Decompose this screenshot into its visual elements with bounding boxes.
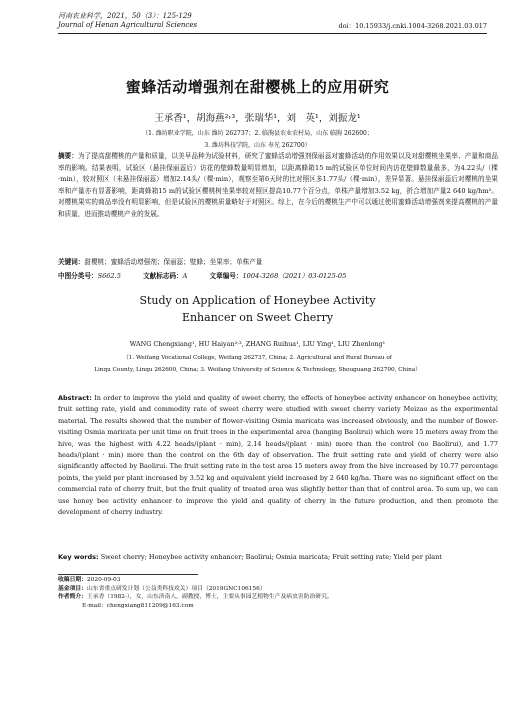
- header-rule: [58, 33, 487, 34]
- affiliations-english: [0, 352, 515, 376]
- journal-citation: 河南农业科学，2021，50（3）：125-129: [58, 12, 192, 20]
- title-english-line2: Enhancer on Sweet Cherry: [181, 311, 334, 324]
- keywords-label: Key words:: [58, 553, 99, 561]
- article-metadata: [58, 270, 366, 280]
- document-code: 文献标志码：A: [143, 272, 188, 280]
- title-chinese: 蜜蜂活动增强剂在甜樱桃上的应用研究: [125, 78, 390, 96]
- funding: 基金项目：山东省重点研发计划（公益类科技攻关）项目（2019GNC106156）: [58, 585, 266, 592]
- abstract-english: [58, 393, 498, 518]
- authors-english: WANG Chengxiang¹, HU Haiyan²˒³, ZHANG Ruihua¹, LIU Ying¹, LIU Zhenlong¹: [129, 340, 386, 348]
- journal-name-en: Journal of Henan Agricultural Sciences: [58, 21, 198, 29]
- author-email: E-mail：chengxiang811209@163.com: [82, 602, 194, 609]
- affiliation-line: 3. 潍坊科技学院，山东 寿光 262700）: [204, 142, 311, 149]
- author-bio: 作者简介：王承香（1982-），女，山东济南人，副教授，博士，主要从事园艺植物生产及病虫害防治研究。: [58, 594, 333, 600]
- received-date: 收稿日期：2020-09-03: [58, 577, 121, 583]
- authors-chinese: 王承香¹，胡海燕²˒³，张瑞华¹，刘 英¹，刘振龙¹: [154, 113, 361, 124]
- abstract-label: 摘要：: [58, 152, 79, 160]
- article-number: 文章编号：1004-3268（2021）03-0125-05: [209, 272, 347, 280]
- affiliation-line: （1. Weifang Vocational College, Weifang 262737, China; 2. Agricultural and Rural Bureau of: [123, 355, 392, 361]
- affiliations-chinese: [0, 128, 515, 152]
- affiliation-line: （1. 潍坊职业学院，山东 潍坊 262737；2. 临朐县农业农村局，山东 临朐 262600；: [142, 130, 373, 137]
- footnote-rule: [58, 574, 198, 575]
- abstract-label: Abstract:: [58, 394, 92, 402]
- journal-header: [58, 12, 197, 30]
- clc-number: 中图分类号：S662.5: [58, 272, 121, 280]
- title-english: [0, 292, 515, 326]
- keywords-text: 甜樱桃；蜜蜂活动增强剂；保丽蕊；壁蜂；坐果率；单株产量: [84, 258, 263, 266]
- abstract-chinese: [58, 151, 498, 221]
- keywords-english: [58, 552, 498, 563]
- doi: doi：10.15933/j.cnki.1004-3268.2021.03.017: [338, 22, 487, 30]
- keywords-chinese: [58, 256, 498, 266]
- keywords-label: 关键词：: [58, 258, 85, 266]
- affiliation-line: Linqu County, Linqu 262600, China; 3. Weifang University of Science & Technology, Shouguang 262700, China）: [94, 367, 421, 373]
- abstract-text: 为了提高甜樱桃的产量和质量，以美早品种为试验材料，研究了蜜蜂活动增强剂保丽蕊对蜜蜂活动的作用效果以及对甜樱桃坐果率、产量和商品率的影响。结果表明，试验区（悬挂保丽蕊后）访花的壁蜂数量明显增加，以距离蜂箱15 m的试验区单位时间内访花壁蜂数量最多，为4.22头/（棵·min），较对照区（未悬挂保丽蕊）增加2.14头/（棵·min），观察至第6天时的比对照区多1.77头/（棵·min），差异显著。悬挂保丽蕊后对樱桃的坐果率和产量亦有显著影响，距离蜂箱15 m的试验区樱桃树坐果率较对照区提高10.77个百分点，单株产量增加3.52 kg，折合增加产量2 640 kg/hm²。对樱桃果实的商品率没有明显影响，但是试验区的樱桃质量略好于对照区。综上，在今后的樱桃生产中可以通过使用蜜蜂活动增强剂来提高樱桃的产量和质量，进而推动樱桃产业的发展。: [58, 152, 499, 218]
- title-english-line1: Study on Application of Honeybee Activity: [139, 294, 376, 307]
- footnotes: [58, 576, 333, 610]
- keywords-text: Sweet cherry; Honeybee activity enhancer; Baolirui; Osmia maricata; Fruit setting rate; Yield per plant: [100, 553, 442, 561]
- abstract-text: In order to improve the yield and quality of sweet cherry, the effects of honeybee activity enhancer on honeybee activity, fruit setting rate, yield and commodity rate of sweet cherry were studied with sweet cherry variety Meizao as the experimental material. The results showed that the number of flower-visiting Osmia maricata was increased obviously, and the number of flower-visiting Osmia maricata per unit time on fruit trees in the experimental area (hanging Baolirui) which were 15 meters away from the hive, was the highest with 4.22 heads/(plant · min), 2.14 heads/(plant · min) more than the control (no Baolirui), and 1.77 heads/(plant · min) more than the control on the 6th day of observation. The fruit setting rate and yield of cherry were also significantly affected by Baolirui. The fruit setting rate in the test area 15 meters away from the hive increased by 10.77 percentage points, the yield per plant increased by 3.52 kg and equivalent yield increased by 2 640 kg/ha. There was no significant effect on the commercial rate of cherry fruit, but the fruit quality of treated area was slightly better than that of control area. To sum up, we can use honey bee activity enhancer to improve the yield and quality of cherry in the future production, and then promote the development of cherry industry.: [58, 394, 498, 517]
